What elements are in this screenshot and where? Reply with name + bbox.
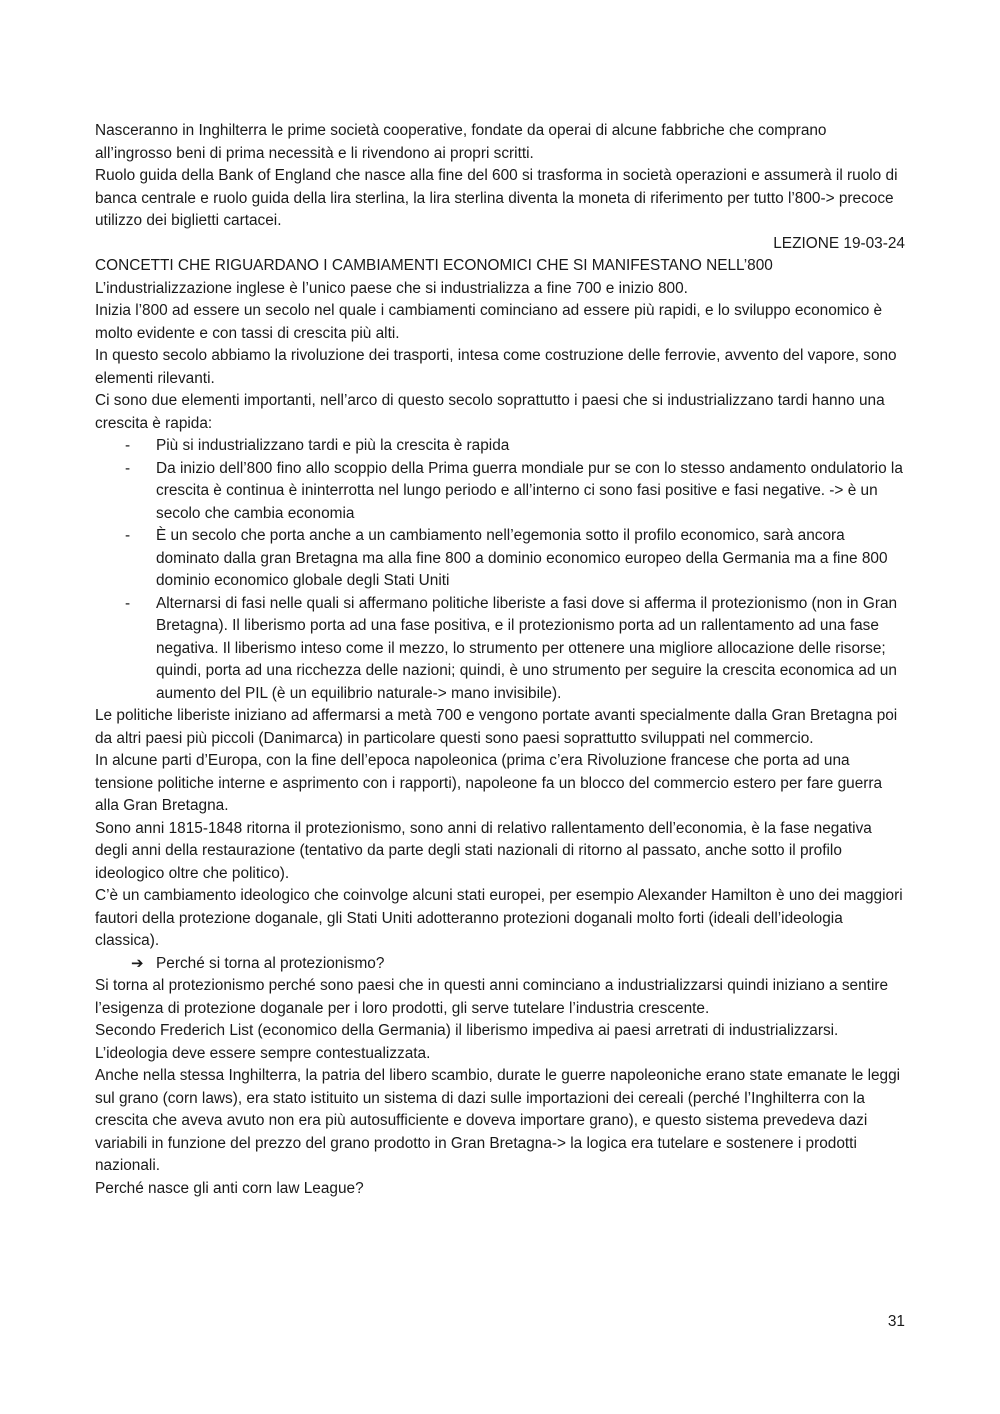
list-item: [95, 525, 905, 593]
arrow-question-text: Perché si torna al protezionismo?: [156, 954, 385, 972]
list-item-text: È un secolo che porta anche a un cambiamento nell’egemonia sotto il profilo economico, sarà ancora dominato dalla gran Bretagna ma alla fine 800 a dominio economico europeo della Germania ma a fine 800 dominio economico globale degli Stati Uniti: [156, 527, 888, 589]
paragraph: Anche nella stessa Inghilterra, la patria del libero scambio, durate le guerre napoleoniche erano state emanate le leggi sul grano (corn laws), era stato istituito un sistema di dazi sulle importazioni dei cereali (perché l’Inghilterra con la crescita che aveva avuto non era più autosufficiente e doveva importare grano), e questo sistema prevedeva dazi variabili in funzione del prezzo del grano prodotto in Gran Bretagna-> la logica era tutelare e sostenere i prodotti nazionali.: [95, 1067, 901, 1174]
paragraph: Le politiche liberiste iniziano ad affermarsi a metà 700 e vengono portate avanti specialmente dalla Gran Bretagna poi da altri paesi più piccoli (Danimarca) in particolare questi sono paesi soprattutto sviluppati nel commercio.: [95, 707, 898, 747]
paragraph: Ruolo guida della Bank of England che nasce alla fine del 600 si trasforma in società operazioni e assumerà il ruolo di banca centrale e ruolo guida della lira sterlina, la lira sterlina diventa la moneta di riferimento per tutto l’800-> precoce utilizzo dei biglietti cartacei.: [95, 167, 898, 229]
paragraph: Ci sono due elementi importanti, nell’arco di questo secolo soprattutto i paesi che si industrializzano tardi hanno una crescita è rapida:: [95, 392, 885, 432]
list-item-text: Alternarsi di fasi nelle quali si affermano politiche liberiste a fasi dove si afferma il protezionismo (non in Gran Bretagna). Il liberismo porta ad una fase positiva, e il protezionismo porta ad un rallentamento ad una fase negativa. Il liberismo inteso come il mezzo, lo strumento per ottenere una migliore allocazione delle risorse; quindi, porta ad una ricchezza delle nazioni; quindi, è uno strumento per seguire la crescita economica ad un aumento del PIL (è un equilibrio naturale-> mano invisibile).: [156, 594, 898, 702]
paragraph: C’è un cambiamento ideologico che coinvolge alcuni stati europei, per esempio Alexander Hamilton è uno dei maggiori fautori della protezione doganale, gli Stati Uniti adotteranno protezioni doganali molto forti (ideali dell’ideologia classica).: [95, 887, 903, 949]
list-item-text: Più si industrializzano tardi e più la crescita è rapida: [156, 437, 510, 454]
paragraph: Perché nasce gli anti corn law League?: [95, 1179, 364, 1197]
arrow-right-icon: ➔: [131, 954, 144, 972]
dash-marker: -: [125, 437, 131, 454]
page-number: 31: [887, 1313, 905, 1330]
paragraph: In questo secolo abbiamo la rivoluzione dei trasporti, intesa come costruzione delle ferrovie, avvento del vapore, sono elementi rilevanti.: [95, 347, 897, 387]
paragraph: In alcune parti d’Europa, con la fine dell’epoca napoleonica (prima c’era Rivoluzione francese che porta ad una tensione politiche interne e asprimento con i rapporti), napoleone fa un blocco del commercio estero per fare guerra alla Gran Bretagna.: [95, 752, 883, 814]
list-item: [95, 435, 905, 458]
paragraph: Sono anni 1815-1848 ritorna il protezionismo, sono anni di relativo rallentamento dell’economia, è la fase negativa degli anni della restaurazione (tentativo da parte degli stati nazionali di ritorno al passato, anche sotto il profilo ideologico oltre che politico).: [95, 819, 872, 882]
list-item: [95, 458, 905, 526]
dash-marker: -: [125, 459, 131, 477]
section-heading: CONCETTI CHE RIGUARDANO I CAMBIAMENTI ECONOMICI CHE SI MANIFESTANO NELL’800: [95, 257, 773, 274]
list-item-text: Da inizio dell’800 fino allo scoppio della Prima guerra mondiale pur se con lo stesso andamento ondulatorio la crescita è continua è ininterrotta nel lungo periodo e all’interno ci sono fasi positive e fasi negative. -> è un secolo che cambia economia: [156, 459, 903, 522]
dash-marker: -: [125, 527, 131, 544]
page-body: [95, 120, 905, 1200]
paragraph: Inizia l’800 ad essere un secolo nel quale i cambiamenti cominciano ad essere più rapidi, e lo sviluppo economico è molto evidente e con tassi di crescita più alti.: [95, 302, 883, 342]
paragraph: Si torna al protezionismo perché sono paesi che in questi anni cominciano a industrializzarsi quindi iniziano a sentire l’esigenza di protezione doganale per i loro prodotti, gli serve tutelare l’industria crescente.: [95, 977, 889, 1017]
arrow-list-item: [95, 953, 905, 976]
lesson-date: LEZIONE 19-03-24: [773, 234, 905, 252]
list-item: [95, 593, 905, 706]
paragraph: L’industrializzazione inglese è l’unico paese che si industrializza a fine 700 e inizio 800.: [95, 279, 688, 297]
paragraph: L’ideologia deve essere sempre contestualizzata.: [95, 1044, 431, 1062]
dash-marker: -: [125, 594, 131, 612]
bullet-list: [95, 435, 905, 705]
paragraph: Nasceranno in Inghilterra le prime società cooperative, fondate da operai di alcune fabbriche che comprano all’ingrosso beni di prima necessità e li rivendono ai propri scritti.: [95, 122, 827, 162]
paragraph: Secondo Frederich List (economico della Germania) il liberismo impediva ai paesi arretrati di industrializzarsi.: [95, 1022, 839, 1039]
